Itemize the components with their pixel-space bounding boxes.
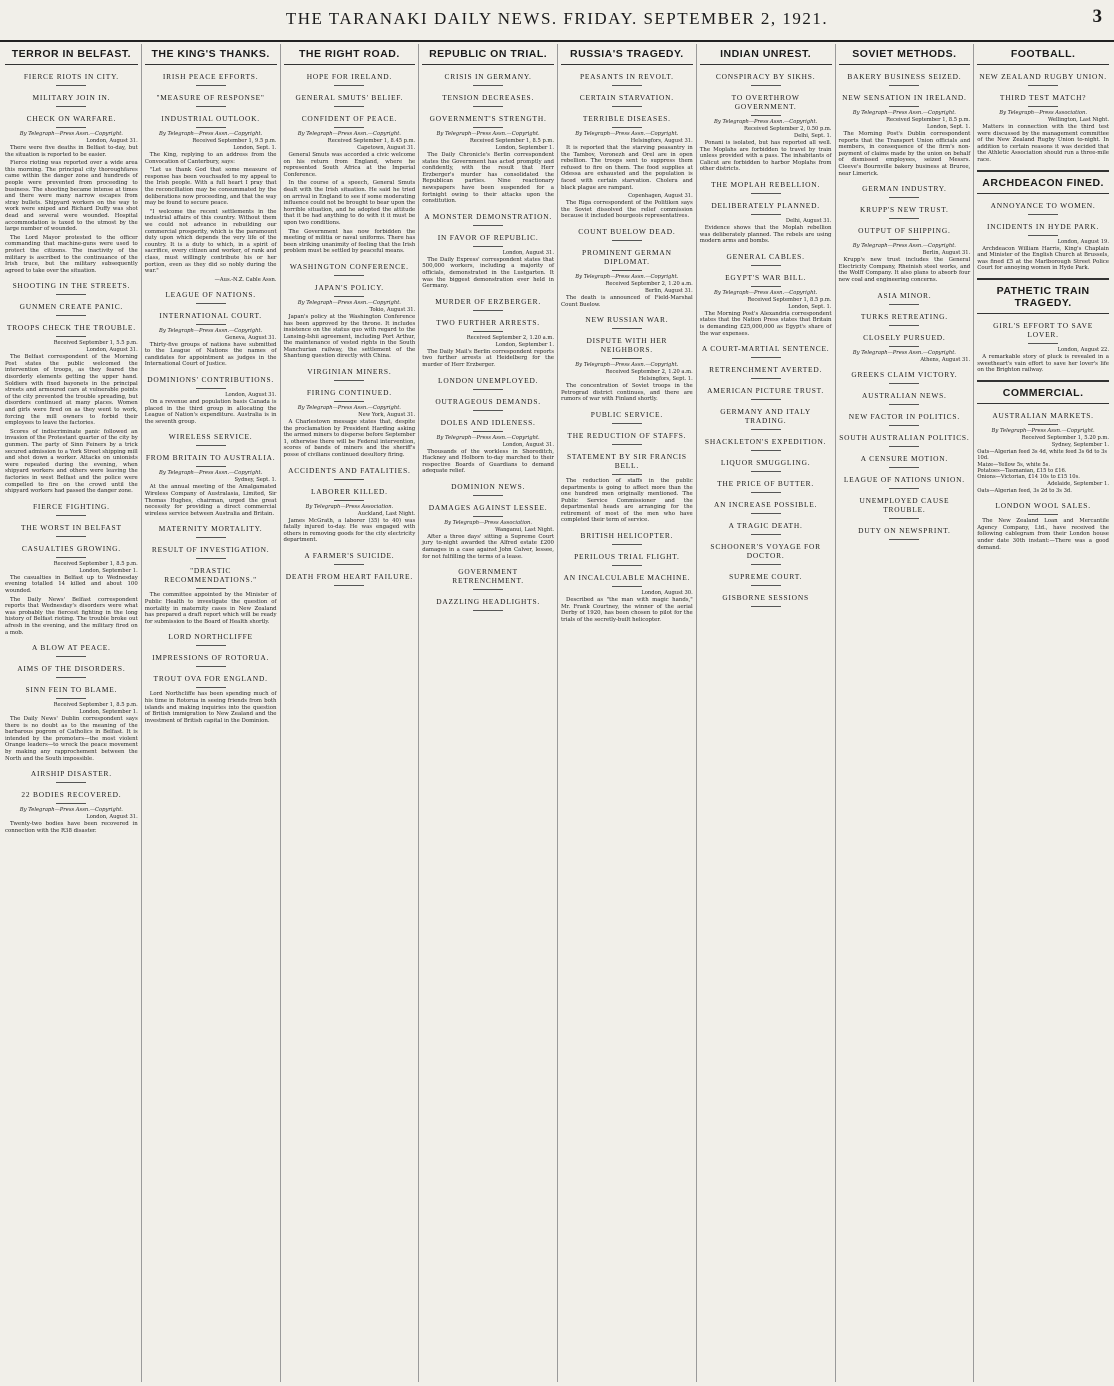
article-paragraph: The death is announced of Field-Marshal Count Buelow. (561, 294, 693, 308)
article-paragraph: At the annual meeting of the Amalgamated Wireless Company of Australasia, Limited, Sir Thomas Hughes, chairman, urged the great necessity for providing a direct commercial wireless service between Australia and Britain. (144, 484, 277, 517)
article-paragraph: The Daily Express' correspondent states that 500,000 workers, including a majority of officials, demonstrated in the Lustgarten. It was the biggest demonstration ever held in Germany. (422, 256, 554, 290)
sub-headline: LEAGUE OF NATIONS. (145, 290, 277, 304)
article-paragraph: It is reported that the starving peasantry in the Tambov, Voronezh and Orel are in open rebellion. The troops sent to suppress them refused to fire on them. The food supplies at Odessa are exhausted and the population is faced with certain starvation. Cholera and black plague are rampant. (561, 145, 693, 191)
article-paragraph: The concentration of Soviet troops in the Petrograd district continues, and there are rumors of war with Finland shortly. (561, 383, 693, 403)
sub-headline: SCHOONER'S VOYAGE FOR DOCTOR. (700, 542, 832, 565)
article-paragraph: The Daily News' Dublin correspondent says there is no doubt as to the meaning of the barbarous pogrom of Catholics in Belfast. It is intended by the promoters—the most violent Orange leaders—to wreck the peace movement by making any rapprochement between the North and the South impossible. (5, 716, 138, 762)
columns-container (2, 44, 1112, 1382)
sub-headline: TWO FURTHER ARRESTS. (422, 318, 554, 332)
dateline: Received September 1, 8.5 p.m. (747, 296, 832, 303)
article-paragraph: Described as "the man with magic hands," Mr. Frank Courtney, the winner of the aerial Derby of 1920, has been chosen to pilot for the trials of the secretly-built helicopter. (561, 597, 693, 623)
article-paragraph: Ponani is isolated, but has reported all well. The Moplahs are forbidden to travel by train unless provided with a pass. The inhabitants of Calicut are forbidden to harbor Moplahs from other districts. (699, 140, 832, 173)
sub-headline: OUTPUT OF SHIPPING. (839, 226, 971, 240)
sub-headline: NEW FACTOR IN POLITICS. (839, 412, 971, 426)
byline: By Telegraph—Press Assn.—Copyright. (575, 131, 679, 137)
sub-headline: GREEKS CLAIM VICTORY. (839, 370, 971, 384)
sub-headline: HOPE FOR IRELAND. (284, 72, 416, 86)
sub-headline: CHECK ON WARFARE. (5, 114, 138, 128)
news-column (280, 44, 419, 1382)
sub-headline: THE PRICE OF BUTTER. (700, 479, 832, 493)
sub-headline: PEASANTS IN REVOLT. (561, 72, 693, 86)
dateline: Received September 2, 1.20 a.m. (605, 369, 693, 376)
page-number: 3 (1092, 6, 1102, 27)
article-paragraph: Fierce rioting was reported over a wide area this morning. The principal city thoroughfares came within the danger zone and hundreds of people were prevented from proceeding to business. The shooting became intense at times and there were many narrow escapes from stray bullets. Shipyard workers on the way to work were sniped and Richard Duffy was shot dead and several were wounded. Hospital accommodation is taxed to the utmost by the large number of wounded. (5, 160, 138, 233)
sub-headline: JAPAN'S POLICY. (284, 283, 416, 297)
sub-headline: PROMINENT GERMAN DIPLOMAT. (561, 248, 693, 271)
dateline: London, September 1. (79, 567, 138, 574)
sub-headline: LORD NORTHCLIFFE (145, 632, 277, 646)
column-headline: REPUBLIC ON TRIAL. (422, 48, 554, 65)
article-paragraph: Japan's policy at the Washington Conference has been approved by the throne. It includes insistence on the status quo with regard to the Lansing-Ishii agreement, including Port Arthur, the maintenance of vested rights in the South Manchurian railway, the settlement of the Shantung question directly with China. (283, 313, 416, 360)
sub-headline: CERTAIN STARVATION. (561, 93, 693, 107)
byline: By Telegraph—Press Assn.—Copyright. (297, 299, 401, 306)
byline: By Telegraph—Press Assn.—Copyright. (436, 131, 540, 137)
byline: By Telegraph—Press Assn.—Copyright. (852, 349, 956, 356)
dateline: London, August 31. (502, 249, 554, 256)
dateline: Helsingfors, August 31. (630, 138, 693, 144)
byline: By Telegraph—Press Assn.—Copyright. (852, 243, 956, 250)
dateline: London, August 19. (1057, 238, 1109, 245)
sub-headline: CLOSELY PURSUED. (839, 333, 971, 347)
article-paragraph: James McGrath, a laborer (35) to 40) was fatally injured to-day. He was engaged with others in removing goods for the city electricity department. (283, 517, 416, 544)
dateline: London, August 31. (86, 347, 138, 354)
article-paragraph: Thirty-five groups of nations have submitted to the League of Nations the names of candidates for appointment as judges in the International Court of Justice. (144, 341, 277, 368)
sub-headline: FROM BRITAIN TO AUSTRALIA. (145, 453, 277, 467)
article-paragraph: The Daily Mail's Berlin correspondent reports two further arrests at Heidelberg for the murder of Herr Erzberger. (422, 348, 554, 368)
dateline: London, Sept. 1. (926, 124, 971, 130)
dateline: Helsingfors, Sept. 1. (638, 376, 693, 383)
sub-headline: LONDON WOOL SALES. (977, 501, 1109, 515)
byline: By Telegraph—Press Association. (444, 519, 532, 526)
article-paragraph: The Morning Post's Alexandria correspondent states that the Nation Press states that Britain is demanding £25,000,000 as Egypt's share of the war expenses. (699, 310, 832, 337)
sub-headline: IN FAVOR OF REPUBLIC. (422, 233, 554, 247)
article-paragraph: Matters in connection with the third test were discussed by the management committee of the New Zealand Rugby Union to-night. In addition to certain reasons it was decided that the Athletic Association should run a three-mile race. (977, 124, 1109, 163)
dateline: Received September 2, 0.50 p.m. (744, 126, 832, 132)
byline: By Telegraph—Press Association. (305, 503, 394, 510)
dateline: London, August 31. (502, 441, 554, 448)
sub-headline: GUNMEN CREATE PANIC. (5, 302, 138, 316)
dateline: Received September 1, 8.5 p.m. (469, 138, 554, 144)
sub-headline: CONSPIRACY BY SIKHS. (700, 72, 832, 86)
sub-headline: GERMANY AND ITALY TRADING. (700, 407, 832, 430)
column-headline: THE RIGHT ROAD. (284, 48, 416, 65)
masthead-title: THE TARANAKI DAILY NEWS. FRIDAY. SEPTEMBER 2, 1921. (285, 9, 829, 28)
sub-headline: TENSION DECREASES. (422, 93, 554, 107)
sub-headline: GIRL'S EFFORT TO SAVE LOVER. (977, 321, 1109, 344)
sub-headline: GENERAL CABLES. (700, 252, 832, 266)
dateline: Delhi, Sept. 1. (794, 133, 832, 139)
byline: By Telegraph—Press Assn.—Copyright. (714, 289, 818, 296)
article-paragraph: The Daily Chronicle's Berlin correspondent states the Government has acted promptly and confidently, with the result that Herr Erzberger's murder has consolidated the Republican parties. Nine reactionary newspapers have been suspended for a fortnight owing to their attacks upon the constitution. (422, 152, 554, 205)
sub-headline: DISPUTE WITH HER NEIGHBORS. (561, 336, 693, 359)
article-paragraph: The King, replying to an address from the Convocation of Canterbury, says: (144, 152, 277, 165)
sub-headline: A CENSURE MOTION. (839, 454, 971, 468)
article-headline: ARCHDEACON FINED. (977, 170, 1109, 194)
sub-headline: A BLOW AT PEACE. (5, 643, 138, 657)
byline: By Telegraph—Press Assn.—Copyright. (575, 273, 679, 280)
market-quote: Oats—Algerian feed 3s 4d, white feed 3s 6d to 3s 10d. (977, 448, 1108, 462)
news-column (2, 44, 141, 1382)
market-quote: Maize—Yellow 5s, white 5s. (977, 461, 1050, 468)
sub-headline: GOVERNMENT RETRENCHMENT. (422, 567, 554, 590)
dateline: London, Sept. 1. (233, 145, 277, 151)
sub-headline: TROUT OVA FOR ENGLAND. (145, 674, 277, 688)
article-paragraph: On a revenue and population basis Canada is placed in the third group in allocating the League of Nation's expenditure. Australia is in the seventh group. (144, 399, 277, 425)
byline: By Telegraph—Press Assn.—Copyright. (19, 131, 123, 137)
column-headline: SOVIET METHODS. (839, 48, 971, 65)
sub-headline: DUTY ON NEWSPRINT. (839, 526, 971, 540)
sub-headline: THE WORST IN BELFAST (5, 523, 138, 537)
dateline: Athens, August 31. (920, 356, 971, 363)
byline: By Telegraph—Press Assn.—Copyright. (19, 807, 123, 814)
article-paragraph: The Government has now forbidden the meeting of militia or naval uniforms. There has been striking unanimity of feeling that the Irish problem must be settled by peaceful means. (283, 228, 416, 255)
column-headline: THE KING'S THANKS. (145, 48, 277, 65)
article-paragraph: Lord Northcliffe has been spending much of his time in Rotorua in seeing friends from both islands and making inquiries into the question of British immigration to New Zealand and the investment of British capital in the Dominion. (144, 691, 277, 724)
article-paragraph: Scores of indiscriminate panic followed an invasion of the Protestant quarter of the city by gunmen. The party of Sinn Feiners by a trick secured admission to a York Street shipping mill and shot down a worker. Attacks on unionists were repeated during the evening, when shipyard workers and others were leaving the factories in west Belfast and the police were compelled to fire on the crowd until the shipyard workers had passed the danger zone. (5, 428, 138, 495)
sub-headline: PUBLIC SERVICE. (561, 410, 693, 424)
dateline: London, September 1. (79, 709, 138, 716)
sub-headline: CRISIS IN GERMANY. (422, 72, 554, 86)
sub-headline: GERMAN INDUSTRY. (839, 184, 971, 198)
dateline: Copenhagen, August 31. (628, 193, 693, 200)
sub-headline: ACCIDENTS AND FATALITIES. (284, 466, 416, 480)
sub-headline: GOVERNMENT'S STRENGTH. (422, 114, 554, 128)
column-headline: RUSSIA'S TRAGEDY. (561, 48, 693, 65)
dateline: Capetown, August 31. (357, 145, 416, 151)
sub-headline: LONDON UNEMPLOYED. (422, 376, 554, 390)
article-paragraph: Archdeacon William Harris, King's Chaplain and Minister of the English Church at Brussels, was fined £5 at the Marlborough Street Police Court for annoying women in Hyde Park. (977, 245, 1109, 272)
article-paragraph: The Daily News' Belfast correspondent reports that Wednesday's disorders were what was probably the fiercest fighting in the long history of Belfast rioting. The trouble broke out afresh in the evening, and the military fired on a mob. (5, 596, 138, 636)
masthead (0, 0, 1114, 42)
article-paragraph: The casualties in Belfast up to Wednesday evening totalled 14 killed and about 100 wounded. (5, 574, 138, 594)
byline: By Telegraph—Press Assn.—Copyright. (159, 131, 263, 137)
dateline: Adelaide, September 1. (1047, 480, 1109, 487)
sub-headline: PERILOUS TRIAL FLIGHT. (561, 552, 693, 566)
dateline: London, August 31. (86, 814, 138, 821)
sub-headline: SHACKLETON'S EXPEDITION. (700, 437, 832, 451)
sub-headline: LABORER KILLED. (284, 487, 416, 501)
sub-headline: STATEMENT BY SIR FRANCIS BELL. (561, 452, 693, 475)
news-column (141, 44, 280, 1382)
dateline: Received September 1, 8.5 p.m. (53, 702, 138, 709)
market-quote: Potatoes—Tasmanian, £15 to £16. (977, 467, 1067, 474)
sub-headline: LEAGUE OF NATIONS UNION. (839, 475, 971, 489)
sub-headline: CONFIDENT OF PEACE. (284, 114, 416, 128)
byline: By Telegraph—Press Assn.—Copyright. (436, 434, 540, 441)
sub-headline: DAZZLING HEADLIGHTS. (422, 597, 554, 611)
article-paragraph: In the course of a speech, General Smuts dealt with the Irish situation. He said he tried on arrival in England to see if some moderating influence could not be brought to bear upon the horrible situation, and he adopted the attitude that it be had anything to do with it it must be upon two conditions. (283, 180, 416, 226)
sub-headline: BAKERY BUSINESS SEIZED. (839, 72, 971, 86)
article-paragraph: Twenty-two bodies have been recovered in connection with the R38 disaster. (5, 821, 138, 834)
article-paragraph: There were five deaths in Belfast to-day, but the situation is reported to be easier. (5, 145, 138, 158)
article-headline: PATHETIC TRAIN TRAGEDY. (977, 278, 1109, 314)
news-column (557, 44, 696, 1382)
byline: By Telegraph—Press Assn.—Copyright. (159, 327, 263, 334)
dateline: Received September 1, 5.20 p.m. (1021, 434, 1109, 441)
sub-headline: AN INCALCULABLE MACHINE. (561, 573, 693, 587)
byline: By Telegraph—Press Assn.—Copyright. (297, 131, 401, 137)
sub-headline: AN INCREASE POSSIBLE. (700, 500, 832, 514)
column-headline: FOOTBALL. (977, 48, 1109, 65)
sub-headline: A COURT-MARTIAL SENTENCE. (700, 344, 832, 358)
sub-headline: NEW ZEALAND RUGBY UNION. (977, 72, 1109, 86)
dateline: Berlin, August 31. (922, 250, 971, 257)
dateline: Sydney, Sept. 1. (234, 477, 277, 484)
sub-headline: NEW RUSSIAN WAR. (561, 315, 693, 329)
sub-headline: "MEASURE OF RESPONSE" (145, 93, 277, 107)
article-paragraph: The New Zealand Loan and Mercantile Agency Company, Ltd., have received the following cablegram from their London house under date 30th instant:—There was a good demand. (977, 518, 1109, 551)
dateline: Received September 1, 8.5 p.m. (886, 117, 971, 123)
news-column (418, 44, 557, 1382)
column-headline: INDIAN UNREST. (700, 48, 832, 65)
sub-headline: DELIBERATELY PLANNED. (700, 201, 832, 215)
sub-headline: 22 BODIES RECOVERED. (5, 790, 138, 804)
sub-headline: OUTRAGEOUS DEMANDS. (422, 397, 554, 411)
sub-headline: INTERNATIONAL COURT. (145, 311, 277, 325)
dateline: Received September 1, 8.45 p.m. (327, 138, 416, 144)
article-paragraph: Evidence shows that the Moplah rebellion was deliberately planned. The rebels are using modern arms and bombs. (699, 224, 832, 245)
sub-headline: INDUSTRIAL OUTLOOK. (145, 114, 277, 128)
dateline: London, August 31. (225, 392, 277, 399)
article-paragraph: Krupp's new trust includes the General Electricity Company, Rheinish steel works, and the Wolff Company. It also plans to absorb four new coal and engineering concerns. (838, 257, 971, 283)
dateline: London, August 22. (1057, 346, 1109, 353)
sub-headline: A MONSTER DEMONSTRATION. (422, 212, 554, 226)
sub-headline: IMPRESSIONS OF ROTORUA. (145, 653, 277, 667)
dateline: Tokio, August 31. (369, 306, 416, 313)
sub-headline: THE MOPLAH REBELLION. (700, 180, 832, 194)
sub-headline: THE REDUCTION OF STAFFS. (561, 431, 693, 445)
sub-headline: NEW SENSATION IN IRELAND. (839, 93, 971, 107)
dateline: Received September 1, 9.5 p.m. (192, 138, 277, 144)
sub-headline: "DRASTIC RECOMMENDATIONS." (145, 566, 277, 589)
sub-headline: TROOPS CHECK THE TROUBLE. (5, 323, 138, 337)
column-headline: TERROR IN BELFAST. (5, 48, 138, 65)
byline: By Telegraph—Press Assn.—Copyright. (991, 427, 1095, 434)
sub-headline: VIRGINIAN MINERS. (284, 367, 416, 381)
sub-headline: INCIDENTS IN HYDE PARK. (977, 222, 1109, 236)
dateline: Wellington, Last Night. (1048, 117, 1109, 123)
sub-headline: DOMINIONS' CONTRIBUTIONS. (145, 375, 277, 389)
article-paragraph: "I welcome the recent settlements in the industrial affairs of this country. Without them we could not advance in rebuilding our commercial prosperity, which is the paramount duty upon which depends the very life of the country. It is a duty to which, in a spirit of sacrifice, every citizen and worker, of rank and class, must willingly contribute his or her portion, even as they did so nobly during the war." (144, 208, 277, 275)
sub-headline: LIQUOR SMUGGLING. (700, 458, 832, 472)
sub-headline: MILITARY JOIN IN. (5, 93, 138, 107)
news-column (973, 44, 1112, 1382)
sub-headline: MATERNITY MORTALITY. (145, 524, 277, 538)
sub-headline: MURDER OF ERZBERGER. (422, 297, 554, 311)
sub-headline: THIRD TEST MATCH? (977, 93, 1109, 107)
sub-headline: TO OVERTHROW GOVERNMENT. (700, 93, 832, 116)
dateline: London, Sept. 1. (788, 303, 832, 310)
article-paragraph: The committee appointed by the Minister of Public Health to investigate the question of mortality in maternity cases in New Zealand has prepared a draft report which will be ready for submission to the Board of Health shortly. (144, 592, 277, 625)
sub-headline: SUPREME COURT. (700, 572, 832, 586)
sub-headline: EGYPT'S WAR BILL. (700, 273, 832, 287)
sub-headline: CASUALTIES GROWING. (5, 544, 138, 558)
sub-headline: FIERCE FIGHTING. (5, 502, 138, 516)
sub-headline: FIERCE RIOTS IN CITY. (5, 72, 138, 86)
sub-headline: WIRELESS SERVICE. (145, 432, 277, 446)
news-column (696, 44, 835, 1382)
sub-headline: A FARMER'S SUICIDE. (284, 551, 416, 565)
dateline: Geneva, August 31. (225, 334, 277, 341)
article-paragraph: The Riga correspondent of the Politiken says the Soviet dissolved the relief commission because it included bourgeois representatives. (561, 200, 693, 220)
byline: By Telegraph—Press Assn.—Copyright. (852, 110, 956, 116)
sub-headline: SHOOTING IN THE STREETS. (5, 281, 138, 295)
dateline: London, August 30. (641, 590, 693, 597)
dateline: Received September 2, 1.20 a.m. (466, 334, 554, 341)
article-paragraph: A remarkable story of pluck is revealed in a sweetheart's vain effort to save her lover's life on the Brighton railway. (977, 353, 1109, 374)
dateline: London, September 1. (495, 145, 554, 151)
dateline: Wanganui, Last Night. (495, 526, 554, 533)
sub-headline: SINN FEIN TO BLAME. (5, 685, 138, 699)
sub-headline: UNEMPLOYED CAUSE TROUBLE. (839, 496, 971, 519)
dateline: Received September 1, 8.5 p.m. (53, 560, 138, 567)
sub-headline: SOUTH AUSTRALIAN POLITICS. (839, 433, 971, 447)
sub-headline: AUSTRALIAN NEWS. (839, 391, 971, 405)
dateline: Received September 1, 5.5 p.m. (53, 340, 138, 347)
dateline: Delhi, August 31. (785, 217, 832, 224)
sub-headline: GISBORNE SESSIONS (700, 593, 832, 607)
sub-headline: DOLES AND IDLENESS. (422, 418, 554, 432)
dateline: —Aus.-N.Z. Cable Assn. (214, 276, 277, 283)
sub-headline: GENERAL SMUTS' BELIEF. (284, 93, 416, 107)
article-paragraph: The Morning Post's Dublin correspondent reports that the Transport Union officials and members, in consequence of the firm's non-payment of claims made by the union on behalf of dismissed employees, seized Messrs. Cleeve's Bournville bakery business at Bruree, near Limerick. (838, 131, 971, 177)
sub-headline: AIRSHIP DISASTER. (5, 769, 138, 783)
byline: By Telegraph—Press Assn.—Copyright. (159, 470, 263, 477)
sub-headline: DOMINION NEWS. (422, 482, 554, 496)
sub-headline: ASIA MINOR. (839, 291, 971, 305)
sub-headline: DEATH FROM HEART FAILURE. (284, 572, 416, 586)
article-paragraph: Thousands of the workless in Shoreditch, Hackney and Holborn to-day marched to their respective Boards of Guardians to demand adequate relief. (422, 448, 554, 475)
dateline: London, August 31. (86, 138, 138, 144)
sub-headline: RESULT OF INVESTIGATION. (145, 545, 277, 559)
dateline: Received September 2, 1.20 a.m. (605, 280, 693, 287)
byline: By Telegraph—Press Assn.—Copyright. (714, 119, 818, 125)
article-paragraph: The Lord Mayor protested to the officer commanding that machine-guns were used to protect the citizens. The inactivity of the military is ascribed to the continuance of the Irish truce, but the military subsequently agreed to take over the situation. (5, 234, 138, 274)
sub-headline: BRITISH HELICOPTER. (561, 531, 693, 545)
sub-headline: FIRING CONTINUED. (284, 388, 416, 402)
article-paragraph: The Belfast correspondent of the Morning Post states the public welcomed the intervention of troops, as they feared the disorderly elements getting the upper hand. Soldiers with fixed bayonets in the principal streets and armoured cars at vulnerable points of the city prevented the trouble spreading, but disorders continued at many places. Women and girls were fired on as they went to work, forcing the mill owners to forbid their employees to leave the factories. (5, 354, 138, 427)
sub-headline: AMERICAN PICTURE TRUST. (700, 386, 832, 400)
sub-headline: AIMS OF THE DISORDERS. (5, 664, 138, 678)
dateline: Sydney, September 1. (1051, 441, 1109, 448)
byline: By Telegraph—Press Association. (999, 110, 1087, 116)
news-column (835, 44, 974, 1382)
article-paragraph: A Charlestown message states that, despite the proclamation by President Harding asking the armed miners to disperse before September 1, otherwise there will be Federal intervention, scores of bands of miners and the sheriff's posse of civilians continued desultory firing. (283, 419, 416, 459)
article-paragraph: After a three days' sitting a Supreme Court jury to-night awarded the Alfred estate £200 damages in a case against John Calver, lessee, for not fulfilling the terms of a lease. (422, 533, 554, 560)
sub-headline: TERRIBLE DISEASES. (561, 114, 693, 128)
sub-headline: COUNT BUELOW DEAD. (561, 227, 693, 241)
sub-headline: AUSTRALIAN MARKETS. (977, 411, 1109, 425)
article-paragraph: "Let us thank God that some measure of response has been vouchsafed to my appeal to the Irish people. With a full heart I pray that the reconciliation may be consummated by the deliberations now proceeding, and that the way may be found to secure peace. (144, 167, 277, 207)
article-paragraph: The reduction of staffs in the public departments is going to affect more than the one hundred men originally mentioned. The Public Service Commissioner and the departmental heads are arranging for the retirement of most of the men who have completed their term of service. (561, 477, 693, 524)
article-headline: COMMERCIAL. (977, 380, 1109, 404)
market-quote: Onions—Victorian, £14 10s to £15 10s. (977, 474, 1080, 481)
sub-headline: RETRENCHMENT AVERTED. (700, 365, 832, 379)
market-quote: Oats—Algerian feed, 3s 2d to 3s 3d. (977, 487, 1072, 494)
byline: By Telegraph—Press Assn.—Copyright. (575, 362, 679, 369)
sub-headline: ANNOYANCE TO WOMEN. (977, 201, 1109, 215)
dateline: Berlin, August 31. (645, 287, 693, 294)
dateline: London, September 1. (495, 341, 554, 348)
dateline: New York, August 31. (358, 412, 416, 419)
byline: By Telegraph—Press Assn.—Copyright. (297, 405, 401, 412)
sub-headline: WASHINGTON CONFERENCE. (284, 262, 416, 276)
sub-headline: A TRAGIC DEATH. (700, 521, 832, 535)
dateline: Auckland, Last Night. (357, 510, 416, 517)
article-paragraph: General Smuts was accorded a civic welcome on his return from England, where he represented South Africa at the Imperial Conference. (283, 152, 416, 178)
sub-headline: IRISH PEACE EFFORTS. (145, 72, 277, 86)
sub-headline: DAMAGES AGAINST LESSEE. (422, 503, 554, 517)
sub-headline: KRUPP'S NEW TRUST. (839, 205, 971, 219)
sub-headline: TURKS RETREATING. (839, 312, 971, 326)
